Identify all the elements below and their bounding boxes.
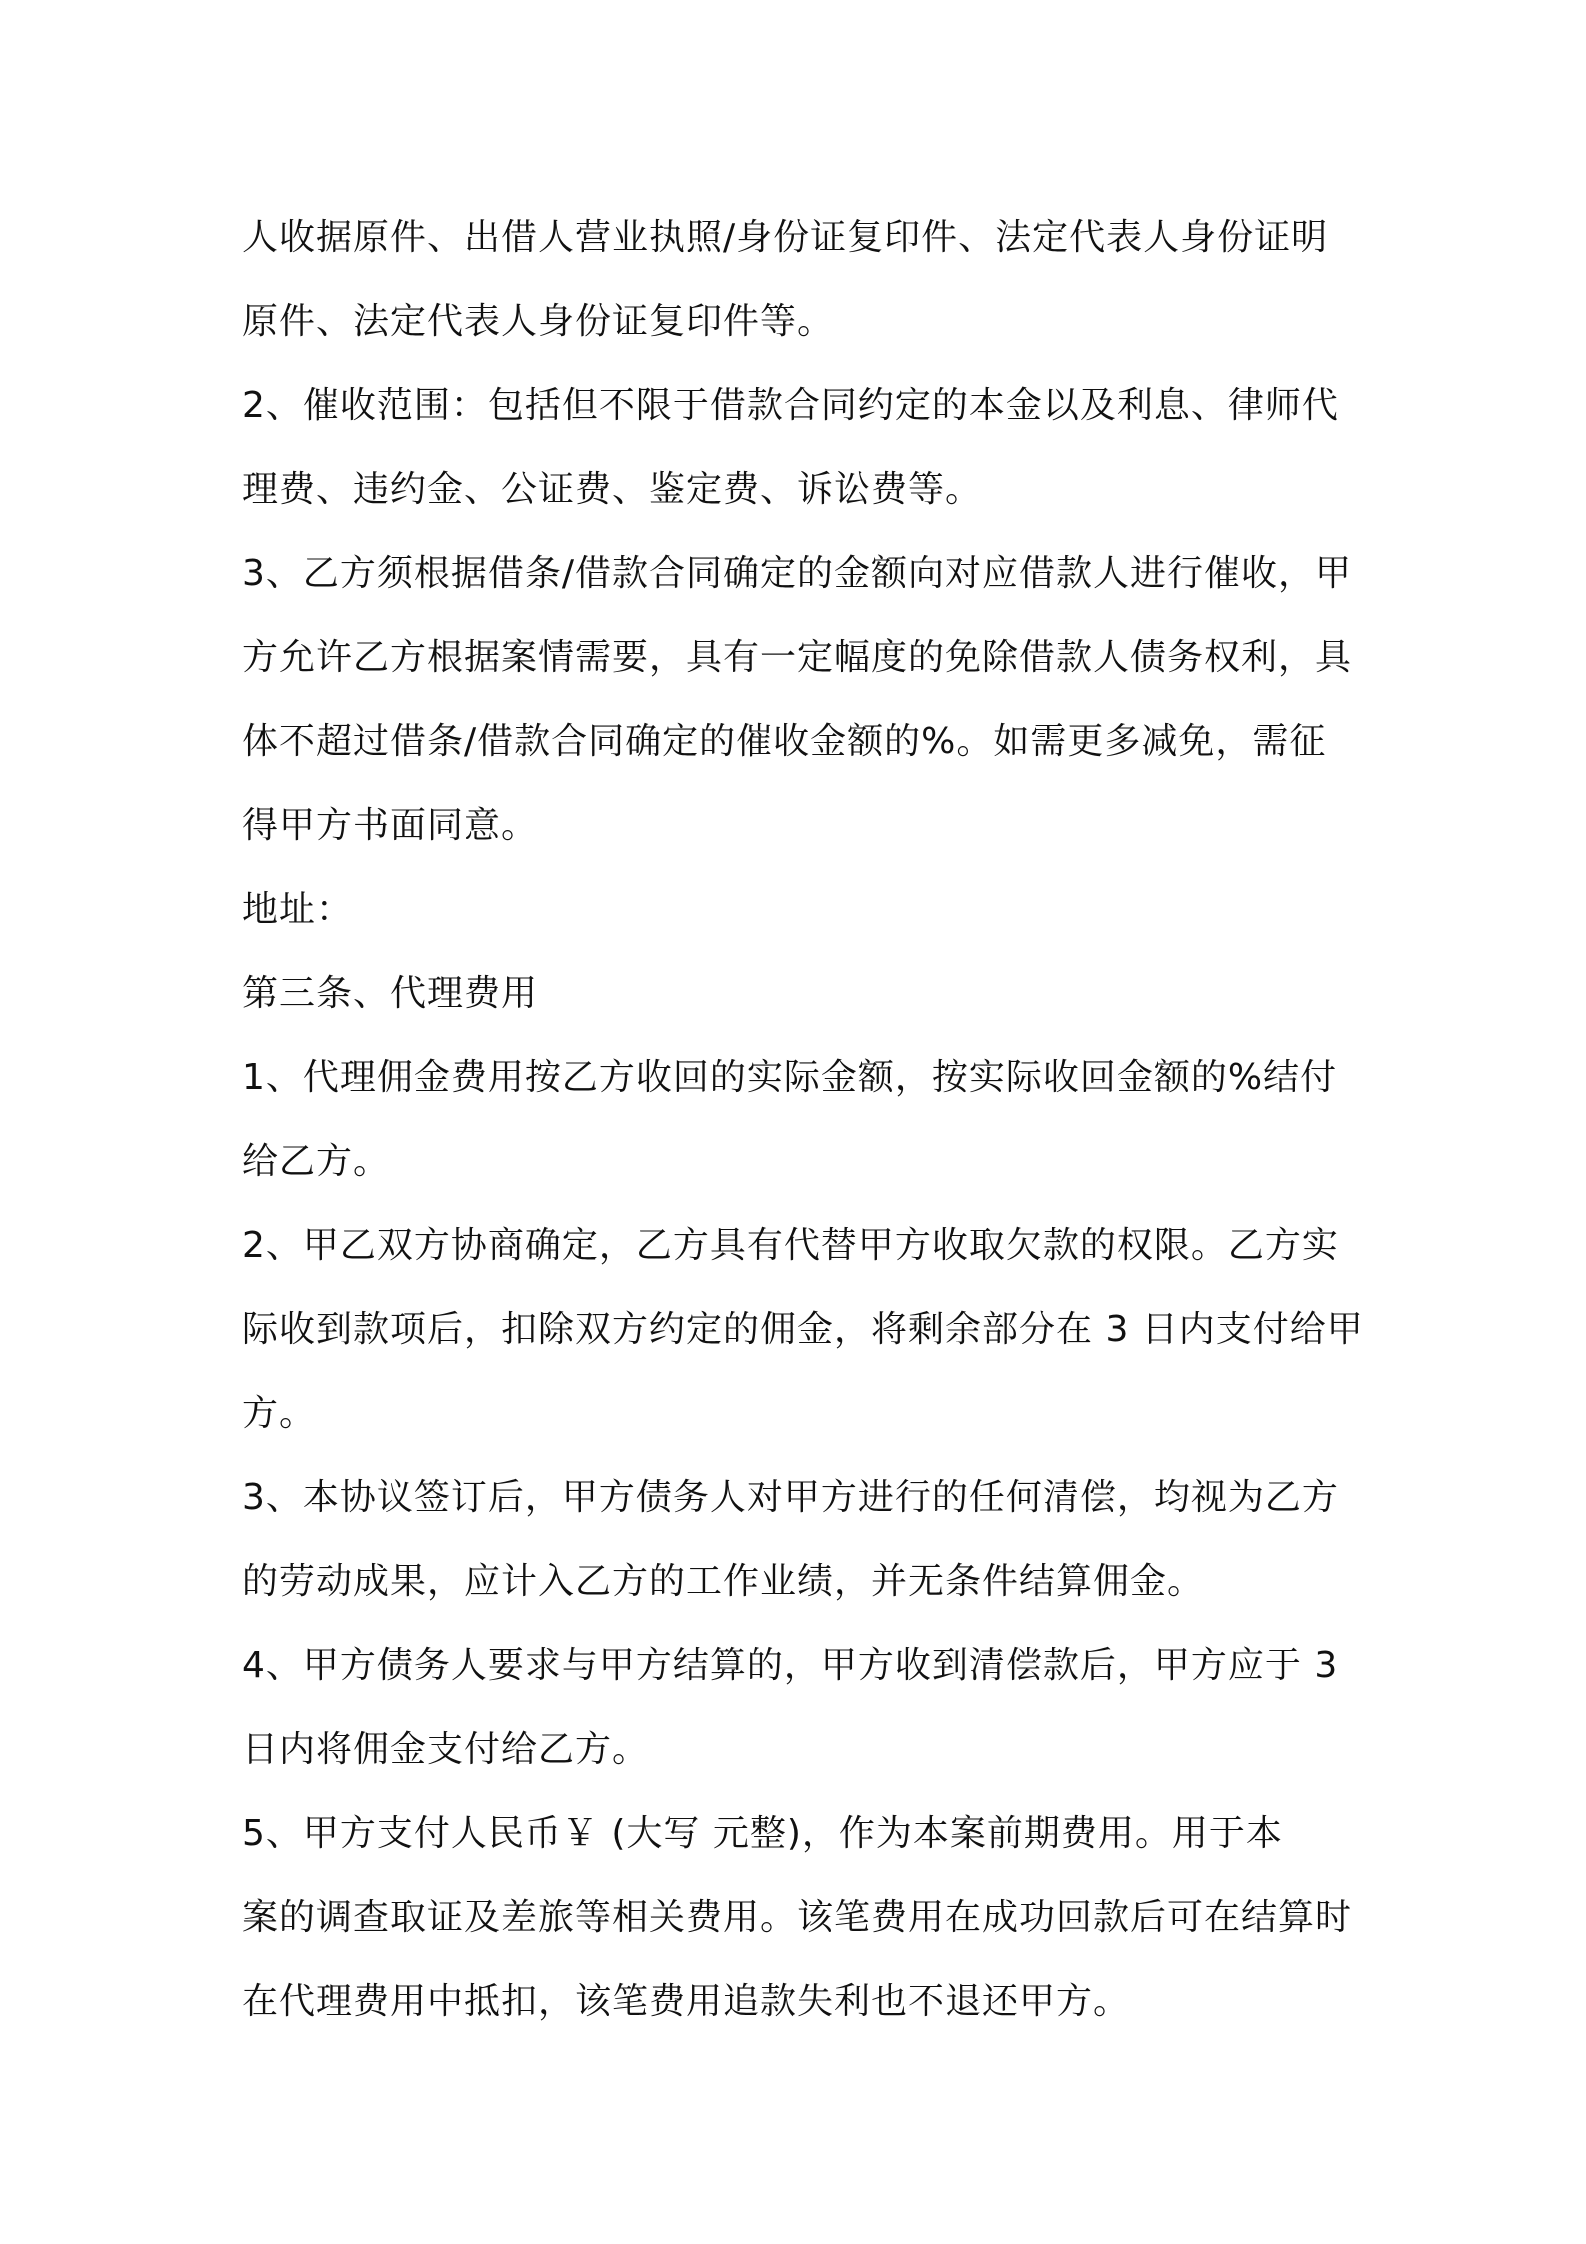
section-heading: 第三条、代理费用 xyxy=(242,973,539,1014)
text-line: 2、甲乙双方协商确定，乙方具有代替甲方收取欠款的权限。乙方实 xyxy=(242,1225,1339,1266)
address-label: 地址： xyxy=(242,889,354,930)
text-line: 3、乙方须根据借条/借款合同确定的金额向对应借款人进行催收，甲 xyxy=(242,553,1353,594)
text-line: 理费、违约金、公证费、鉴定费、诉讼费等。 xyxy=(242,469,983,510)
text-line: 3、本协议签订后，甲方债务人对甲方进行的任何清偿，均视为乙方 xyxy=(242,1477,1339,1518)
text-line: 4、甲方债务人要求与甲方结算的，甲方收到清偿款后，甲方应于 3 xyxy=(242,1645,1339,1686)
text-line: 方。 xyxy=(242,1393,317,1434)
text-line: 2、催收范围：包括但不限于借款合同约定的本金以及利息、律师代 xyxy=(242,385,1339,426)
document-body xyxy=(242,196,1364,2044)
text-line: 案的调查取证及差旅等相关费用。该笔费用在成功回款后可在结算时 xyxy=(242,1897,1353,1938)
text-line: 人收据原件、出借人营业执照/身份证复印件、法定代表人身份证明 xyxy=(242,217,1329,258)
text-line: 日内将佣金支付给乙方。 xyxy=(242,1729,650,1770)
text-line: 体不超过借条/借款合同确定的催收金额的%。如需更多减免，需征 xyxy=(242,721,1327,762)
text-line: 在代理费用中抵扣，该笔费用追款失利也不退还甲方。 xyxy=(242,1981,1131,2022)
text-line: 的劳动成果，应计入乙方的工作业绩，并无条件结算佣金。 xyxy=(242,1561,1205,1602)
text-line: 给乙方。 xyxy=(242,1141,391,1182)
text-line: 5、甲方支付人民币￥ (大写 元整)，作为本案前期费用。用于本 xyxy=(242,1813,1283,1854)
text-line: 得甲方书面同意。 xyxy=(242,805,539,846)
text-line: 方允许乙方根据案情需要，具有一定幅度的免除借款人债务权利，具 xyxy=(242,637,1353,678)
text-line: 际收到款项后，扣除双方约定的佣金，将剩余部分在 3 日内支付给甲 xyxy=(242,1309,1364,1350)
text-line: 原件、法定代表人身份证复印件等。 xyxy=(242,301,835,342)
text-line: 1、代理佣金费用按乙方收回的实际金额，按实际收回金额的%结付 xyxy=(242,1057,1338,1098)
